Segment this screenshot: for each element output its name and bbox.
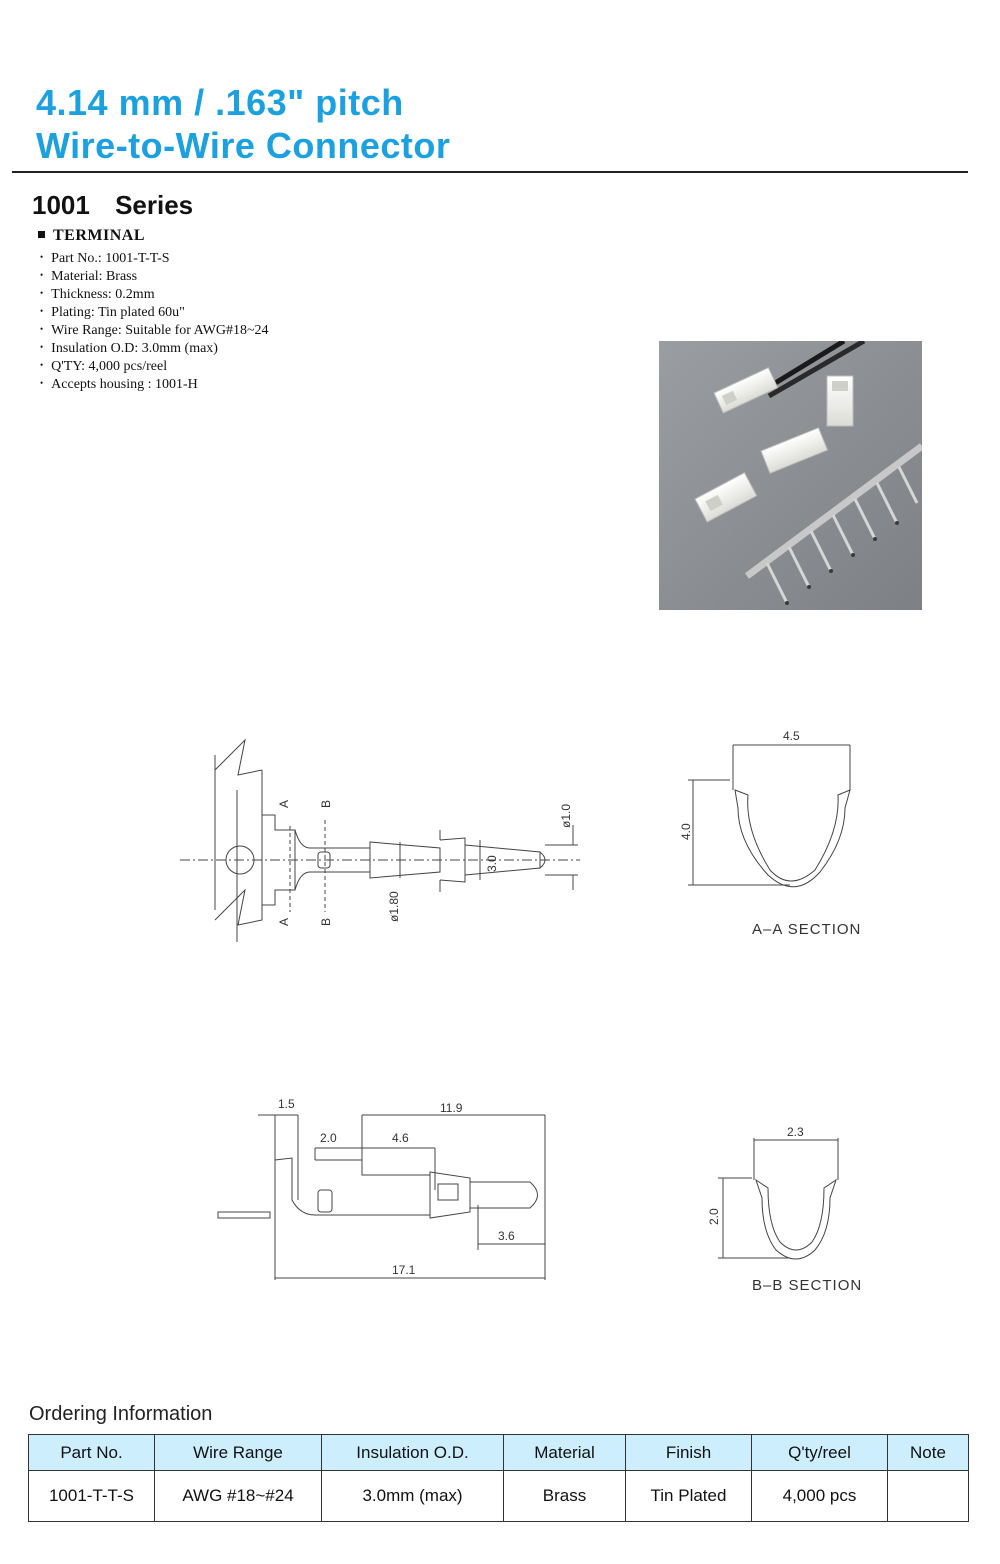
ordering-title: Ordering Information [29, 1403, 213, 1425]
spec-item: • Thickness: 0.2mm [40, 285, 269, 303]
spec-item: • Plating: Tin plated 60u" [40, 303, 269, 321]
terminal-side-view [218, 1115, 545, 1280]
spec-item: • Insulation O.D: 3.0mm (max) [40, 339, 269, 357]
spec-item: • Material: Brass [40, 267, 269, 285]
svg-text:1.5: 1.5 [278, 1097, 295, 1111]
col-finish: Finish [626, 1435, 752, 1471]
svg-text:3.0: 3.0 [485, 855, 499, 872]
svg-text:4.0: 4.0 [679, 823, 693, 840]
series-title: 1001 Series [32, 190, 194, 220]
aa-section-view [688, 745, 850, 887]
cell-note [888, 1471, 969, 1522]
table-row [29, 1471, 969, 1522]
title-product: Wire-to-Wire Connector [36, 125, 451, 166]
cell-finish: Tin Plated [626, 1471, 752, 1522]
title-pitch: 4.14 mm / .163" pitch [36, 82, 404, 123]
spec-item: • Part No.: 1001-T-T-S [40, 249, 269, 267]
svg-text:17.1: 17.1 [392, 1263, 416, 1277]
svg-text:A: A [277, 917, 291, 926]
cell-material: Brass [504, 1471, 626, 1522]
col-note: Note [888, 1435, 969, 1471]
col-qty: Q'ty/reel [752, 1435, 888, 1471]
cell-wire-range: AWG #18~#24 [155, 1471, 322, 1522]
spec-item: • Q'TY: 4,000 pcs/reel [40, 357, 269, 375]
terminal-heading [38, 227, 145, 245]
table-header-row [29, 1435, 969, 1471]
svg-text:A: A [277, 799, 291, 808]
terminal-heading-text: TERMINAL [53, 227, 146, 244]
svg-text:3.6: 3.6 [498, 1229, 515, 1243]
svg-text:B: B [319, 799, 333, 808]
svg-text:2.0: 2.0 [707, 1208, 721, 1225]
col-insulation: Insulation O.D. [322, 1435, 504, 1471]
svg-text:A–A SECTION: A–A SECTION [752, 921, 862, 938]
col-material: Material [504, 1435, 626, 1471]
square-bullet-icon [38, 231, 45, 238]
ordering-table [28, 1434, 969, 1522]
svg-text:2.0: 2.0 [320, 1131, 337, 1145]
header-rule [12, 171, 968, 173]
spec-item: • Accepts housing : 1001-H [40, 375, 269, 393]
cell-part-no: 1001-T-T-S [29, 1471, 155, 1522]
spec-list [40, 249, 269, 393]
terminal-top-view [180, 740, 580, 942]
cell-qty: 4,000 pcs [752, 1471, 888, 1522]
svg-text:11.9: 11.9 [440, 1101, 463, 1115]
svg-text:ø1.80: ø1.80 [387, 891, 401, 922]
col-wire-range: Wire Range [155, 1435, 322, 1471]
col-part-no: Part No. [29, 1435, 155, 1471]
svg-text:4.6: 4.6 [392, 1131, 409, 1145]
svg-text:2.3: 2.3 [787, 1125, 804, 1139]
product-photo [659, 341, 922, 610]
svg-text:B–B SECTION: B–B SECTION [752, 1277, 863, 1294]
cell-insulation: 3.0mm (max) [322, 1471, 504, 1522]
svg-text:4.5: 4.5 [783, 729, 800, 743]
spec-item: • Wire Range: Suitable for AWG#18~24 [40, 321, 269, 339]
bb-section-view [718, 1138, 838, 1259]
svg-text:B: B [319, 917, 333, 926]
svg-text:ø1.0: ø1.0 [559, 803, 573, 828]
